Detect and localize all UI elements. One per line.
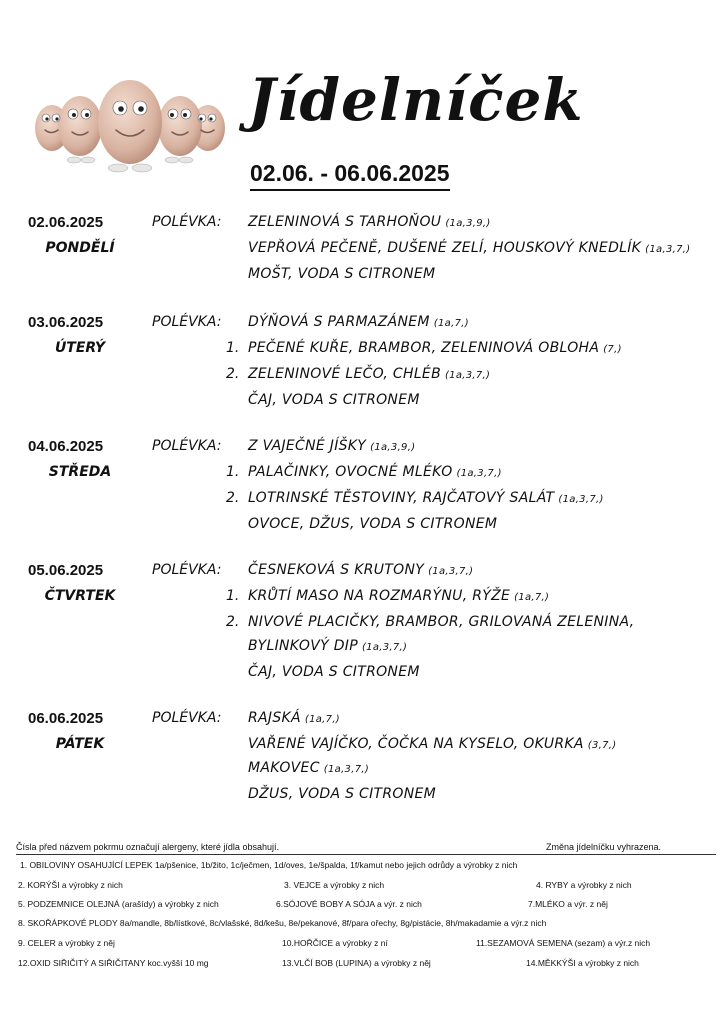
allergen-12: 12.OXID SIŘIČITÝ A SIŘIČITANY koc.vyšší 10 mg [18,958,209,968]
day-name: ÚTERÝ [54,340,106,356]
drink: OVOCE, DŽUS, VODA S CITRONEM [248,516,498,532]
allergen-13: 13.VLČÍ BOB (LUPINA) a výrobky z něj [282,958,431,968]
day-thursday [0,558,724,706]
allergen-7: 7.MLÉKO a výr. z něj [528,899,608,909]
dish-number: 2. [226,366,240,382]
dish-number: 1. [226,588,240,604]
soup-label: POLÉVKA: [152,562,222,578]
soup: RAJSKÁ (1a,7,) [248,710,341,726]
allergen-11: 11.SEZAMOVÁ SEMENA (sezam) a výr.z nich [476,938,651,948]
allergen-4: 4. RYBY a výrobky z nich [536,880,632,890]
allergen-note: Čísla před názvem pokrmu označují alergeny, které jídla obsahují. [16,842,279,852]
day-date: 02.06.2025 [28,214,104,231]
main-dish: PALAČINKY, OVOCNÉ MLÉKO (1a,3,7,) [248,464,502,480]
day-name: PÁTEK [55,736,105,752]
allergen-8: 8. SKOŘÁPKOVÉ PLODY 8a/mandle, 8b/lístkové, 8c/vlašské, 8d/kešu, 8e/pekanové, 8f/para ořechy, 8g/pistácie, 8h/makadamie a výr.z nich [18,918,547,928]
day-tuesday [0,310,724,434]
allergen-6: 6.SÓJOVÉ BOBY A SÓJA a výr. z nich [276,899,422,909]
main-dish: VEPŘOVÁ PEČENĚ, DUŠENÉ ZELÍ, HOUSKOVÝ KNEDLÍK (1a,3,7,) [248,240,691,256]
allergen-9: 9. CELER a výrobky z něj [18,938,115,948]
change-note: Změna jídelníčku vyhrazena. [546,842,662,852]
soup-label: POLÉVKA: [152,438,222,454]
main-dish: VAŘENÉ VAJÍČKO, ČOČKA NA KYSELO, OKURKA (3,7,) [248,736,617,752]
day-date: 03.06.2025 [28,314,104,331]
allergen-1: 1. OBILOVINY OSAHUJÍCÍ LEPEK 1a/pšenice, 1b/žito, 1c/ječmen, 1d/oves, 1e/špalda, 1f/kamut nebo jejich odrůdy a výrobky z nich [20,860,518,870]
soup: DÝŇOVÁ S PARMAZÁNEM (1a,7,) [248,314,469,330]
allergen-14: 14.MĚKKÝŠI a výrobky z nich [526,958,639,968]
divider [16,854,716,855]
day-date: 04.06.2025 [28,438,104,455]
main-dish: LOTRINSKÉ TĚSTOVINY, RAJČATOVÝ SALÁT (1a,3,7,) [248,490,604,506]
footer-note [16,842,716,852]
day-name: PONDĚLÍ [45,240,115,256]
day-wednesday [0,434,724,558]
main-dish: ZELENINOVÉ LEČO, CHLÉB (1a,3,7,) [248,366,491,382]
drink: MOŠT, VODA S CITRONEM [248,266,436,282]
soup-label: POLÉVKA: [152,710,222,726]
day-date: 06.06.2025 [28,710,104,727]
main-dish: PEČENÉ KUŘE, BRAMBOR, ZELENINOVÁ OBLOHA (7,) [248,340,622,356]
drink: DŽUS, VODA S CITRONEM [248,786,437,802]
dish-number: 1. [226,340,240,356]
soup-label: POLÉVKA: [152,214,222,230]
drink: ČAJ, VODA S CITRONEM [248,664,420,680]
allergen-10: 10.HOŘČICE a výrobky z ní [282,938,388,948]
allergen-3: 3. VEJCE a výrobky z nich [284,880,385,890]
allergen-2: 2. KORÝŠI a výrobky z nich [18,880,123,890]
soup-label: POLÉVKA: [152,314,222,330]
page-title: Jídelníček [248,66,584,134]
menu [0,210,724,816]
eggs-illustration [30,70,230,180]
main-dish: NIVOVÉ PLACIČKY, BRAMBOR, GRILOVANÁ ZELENINA, [248,614,635,630]
dish-number: 2. [226,490,240,506]
day-friday [0,706,724,816]
drink: ČAJ, VODA S CITRONEM [248,392,420,408]
allergen-5: 5. PODZEMNICE OLEJNÁ (arašídy) a výrobky z nich [18,899,219,909]
soup: ZELENINOVÁ S TARHOŇOU (1a,3,9,) [248,214,491,230]
dessert: MAKOVEC (1a,3,7,) [248,760,370,776]
day-date: 05.06.2025 [28,562,104,579]
day-name: ČTVRTEK [44,588,116,604]
day-name: STŘEDA [48,464,112,480]
day-monday [0,210,724,310]
main-dish-cont: BYLINKOVÝ DIP (1a,3,7,) [248,638,408,654]
dish-number: 1. [226,464,240,480]
soup: ČESNEKOVÁ S KRUTONY (1a,3,7,) [248,562,474,578]
main-dish: KRŮTÍ MASO NA ROZMARÝNU, RÝŽE (1a,7,) [248,588,550,604]
dish-number: 2. [226,614,240,630]
date-range: 02.06. - 06.06.2025 [250,160,450,191]
soup: Z VAJEČNÉ JÍŠKY (1a,3,9,) [248,438,416,454]
